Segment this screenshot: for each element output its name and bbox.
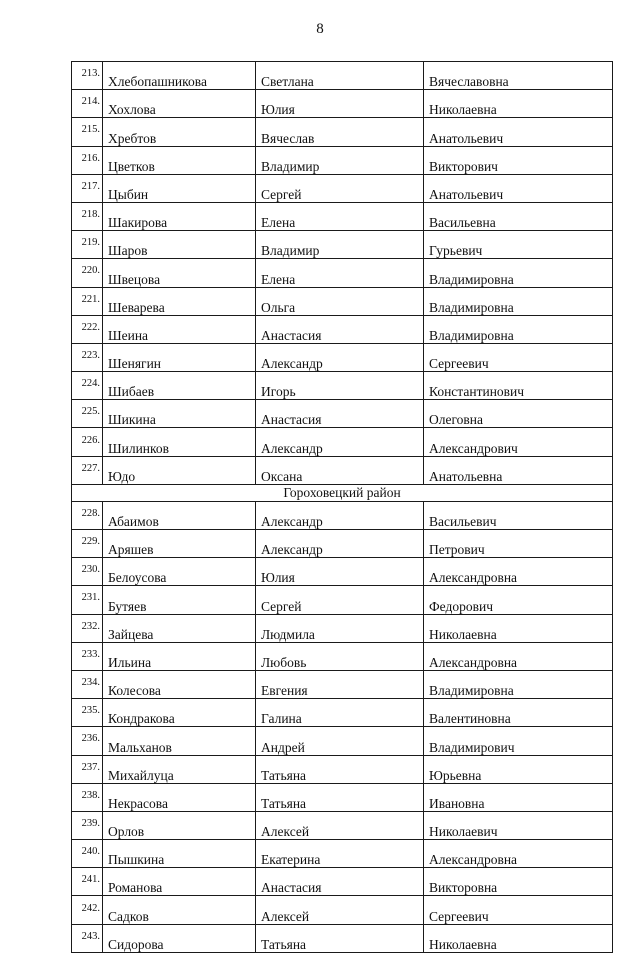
patronymic-cell: Владимирович <box>424 727 613 755</box>
table-row <box>72 231 613 259</box>
row-number: 226. <box>72 428 103 456</box>
patronymic-cell: Ивановна <box>424 783 613 811</box>
first-name-cell: Екатерина <box>256 840 424 868</box>
surname-cell: Абаимов <box>103 501 256 529</box>
table-row <box>72 670 613 698</box>
surname-cell: Шаров <box>103 231 256 259</box>
row-number: 243. <box>72 924 103 952</box>
row-number: 239. <box>72 811 103 839</box>
row-number: 219. <box>72 231 103 259</box>
row-number: 233. <box>72 642 103 670</box>
surname-cell: Бутяев <box>103 586 256 614</box>
patronymic-cell: Валентиновна <box>424 699 613 727</box>
patronymic-cell: Вячеславовна <box>424 62 613 90</box>
row-number: 242. <box>72 896 103 924</box>
patronymic-cell: Юрьевна <box>424 755 613 783</box>
surname-cell: Ильина <box>103 642 256 670</box>
first-name-cell: Алексей <box>256 896 424 924</box>
surname-cell: Шенягин <box>103 343 256 371</box>
table-row <box>72 118 613 146</box>
first-name-cell: Анастасия <box>256 315 424 343</box>
surname-cell: Шикина <box>103 400 256 428</box>
patronymic-cell: Александрович <box>424 428 613 456</box>
first-name-cell: Владимир <box>256 231 424 259</box>
table-row <box>72 868 613 896</box>
first-name-cell: Александр <box>256 501 424 529</box>
table-row <box>72 400 613 428</box>
row-number: 234. <box>72 670 103 698</box>
section-header-group <box>72 484 613 501</box>
surname-cell: Мальханов <box>103 727 256 755</box>
table-row <box>72 586 613 614</box>
roster-table <box>71 61 613 953</box>
patronymic-cell: Владимировна <box>424 315 613 343</box>
surname-cell: Юдо <box>103 456 256 484</box>
surname-cell: Садков <box>103 896 256 924</box>
table-row <box>72 924 613 952</box>
row-number: 241. <box>72 868 103 896</box>
patronymic-cell: Викторовна <box>424 868 613 896</box>
row-number: 238. <box>72 783 103 811</box>
row-number: 224. <box>72 372 103 400</box>
patronymic-cell: Васильевич <box>424 501 613 529</box>
table-row <box>72 840 613 868</box>
patronymic-cell: Александровна <box>424 558 613 586</box>
surname-cell: Швецова <box>103 259 256 287</box>
table-row <box>72 501 613 529</box>
row-number: 222. <box>72 315 103 343</box>
table-row <box>72 174 613 202</box>
table-row <box>72 146 613 174</box>
table-row <box>72 558 613 586</box>
row-number: 227. <box>72 456 103 484</box>
surname-cell: Некрасова <box>103 783 256 811</box>
table-row <box>72 343 613 371</box>
table-row <box>72 315 613 343</box>
patronymic-cell: Викторович <box>424 146 613 174</box>
surname-cell: Цветков <box>103 146 256 174</box>
patronymic-cell: Олеговна <box>424 400 613 428</box>
surname-cell: Хребтов <box>103 118 256 146</box>
first-name-cell: Сергей <box>256 586 424 614</box>
surname-cell: Романова <box>103 868 256 896</box>
table-row <box>72 642 613 670</box>
row-number: 236. <box>72 727 103 755</box>
surname-cell: Шеварева <box>103 287 256 315</box>
table-row <box>72 90 613 118</box>
section-title: Гороховецкий район <box>72 484 613 501</box>
surname-cell: Шилинков <box>103 428 256 456</box>
first-name-cell: Андрей <box>256 727 424 755</box>
surname-cell: Сидорова <box>103 924 256 952</box>
first-name-cell: Сергей <box>256 174 424 202</box>
roster-body-second <box>72 501 613 952</box>
row-number: 218. <box>72 202 103 230</box>
table-row <box>72 614 613 642</box>
roster-body-first <box>72 62 613 485</box>
row-number: 231. <box>72 586 103 614</box>
section-header-row <box>72 484 613 501</box>
surname-cell: Белоусова <box>103 558 256 586</box>
patronymic-cell: Сергеевич <box>424 896 613 924</box>
row-number: 213. <box>72 62 103 90</box>
patronymic-cell: Николаевна <box>424 90 613 118</box>
patronymic-cell: Федорович <box>424 586 613 614</box>
row-number: 228. <box>72 501 103 529</box>
table-row <box>72 287 613 315</box>
table-row <box>72 530 613 558</box>
surname-cell: Зайцева <box>103 614 256 642</box>
patronymic-cell: Владимировна <box>424 670 613 698</box>
surname-cell: Колесова <box>103 670 256 698</box>
first-name-cell: Елена <box>256 259 424 287</box>
patronymic-cell: Гурьевич <box>424 231 613 259</box>
first-name-cell: Анастасия <box>256 400 424 428</box>
table-row <box>72 202 613 230</box>
surname-cell: Пышкина <box>103 840 256 868</box>
first-name-cell: Игорь <box>256 372 424 400</box>
first-name-cell: Вячеслав <box>256 118 424 146</box>
surname-cell: Аряшев <box>103 530 256 558</box>
first-name-cell: Александр <box>256 343 424 371</box>
table-row <box>72 428 613 456</box>
row-number: 230. <box>72 558 103 586</box>
table-row <box>72 727 613 755</box>
row-number: 221. <box>72 287 103 315</box>
row-number: 232. <box>72 614 103 642</box>
first-name-cell: Елена <box>256 202 424 230</box>
surname-cell: Шибаев <box>103 372 256 400</box>
patronymic-cell: Анатольевич <box>424 118 613 146</box>
patronymic-cell: Сергеевич <box>424 343 613 371</box>
patronymic-cell: Николаевич <box>424 811 613 839</box>
surname-cell: Цыбин <box>103 174 256 202</box>
surname-cell: Шакирова <box>103 202 256 230</box>
row-number: 240. <box>72 840 103 868</box>
table-row <box>72 811 613 839</box>
first-name-cell: Светлана <box>256 62 424 90</box>
patronymic-cell: Александровна <box>424 840 613 868</box>
table-row <box>72 372 613 400</box>
first-name-cell: Юлия <box>256 558 424 586</box>
first-name-cell: Татьяна <box>256 783 424 811</box>
first-name-cell: Оксана <box>256 456 424 484</box>
surname-cell: Кондракова <box>103 699 256 727</box>
surname-cell: Шеина <box>103 315 256 343</box>
first-name-cell: Любовь <box>256 642 424 670</box>
table-row <box>72 699 613 727</box>
row-number: 220. <box>72 259 103 287</box>
row-number: 215. <box>72 118 103 146</box>
row-number: 217. <box>72 174 103 202</box>
table-row <box>72 755 613 783</box>
first-name-cell: Татьяна <box>256 924 424 952</box>
table-row <box>72 783 613 811</box>
surname-cell: Хлебопашникова <box>103 62 256 90</box>
surname-cell: Орлов <box>103 811 256 839</box>
first-name-cell: Александр <box>256 428 424 456</box>
table-row <box>72 62 613 90</box>
page-number: 8 <box>316 21 324 37</box>
patronymic-cell: Васильевна <box>424 202 613 230</box>
row-number: 237. <box>72 755 103 783</box>
first-name-cell: Юлия <box>256 90 424 118</box>
table-row <box>72 259 613 287</box>
first-name-cell: Александр <box>256 530 424 558</box>
row-number: 216. <box>72 146 103 174</box>
patronymic-cell: Николаевна <box>424 614 613 642</box>
patronymic-cell: Петрович <box>424 530 613 558</box>
table-row <box>72 456 613 484</box>
surname-cell: Хохлова <box>103 90 256 118</box>
row-number: 229. <box>72 530 103 558</box>
surname-cell: Михайлуца <box>103 755 256 783</box>
row-number: 225. <box>72 400 103 428</box>
table-row <box>72 896 613 924</box>
first-name-cell: Евгения <box>256 670 424 698</box>
first-name-cell: Ольга <box>256 287 424 315</box>
first-name-cell: Людмила <box>256 614 424 642</box>
patronymic-cell: Владимировна <box>424 287 613 315</box>
first-name-cell: Владимир <box>256 146 424 174</box>
patronymic-cell: Николаевна <box>424 924 613 952</box>
patronymic-cell: Анатольевич <box>424 174 613 202</box>
first-name-cell: Алексей <box>256 811 424 839</box>
patronymic-cell: Константинович <box>424 372 613 400</box>
first-name-cell: Татьяна <box>256 755 424 783</box>
patronymic-cell: Анатольевна <box>424 456 613 484</box>
row-number: 235. <box>72 699 103 727</box>
first-name-cell: Анастасия <box>256 868 424 896</box>
patronymic-cell: Владимировна <box>424 259 613 287</box>
row-number: 223. <box>72 343 103 371</box>
first-name-cell: Галина <box>256 699 424 727</box>
patronymic-cell: Александровна <box>424 642 613 670</box>
row-number: 214. <box>72 90 103 118</box>
